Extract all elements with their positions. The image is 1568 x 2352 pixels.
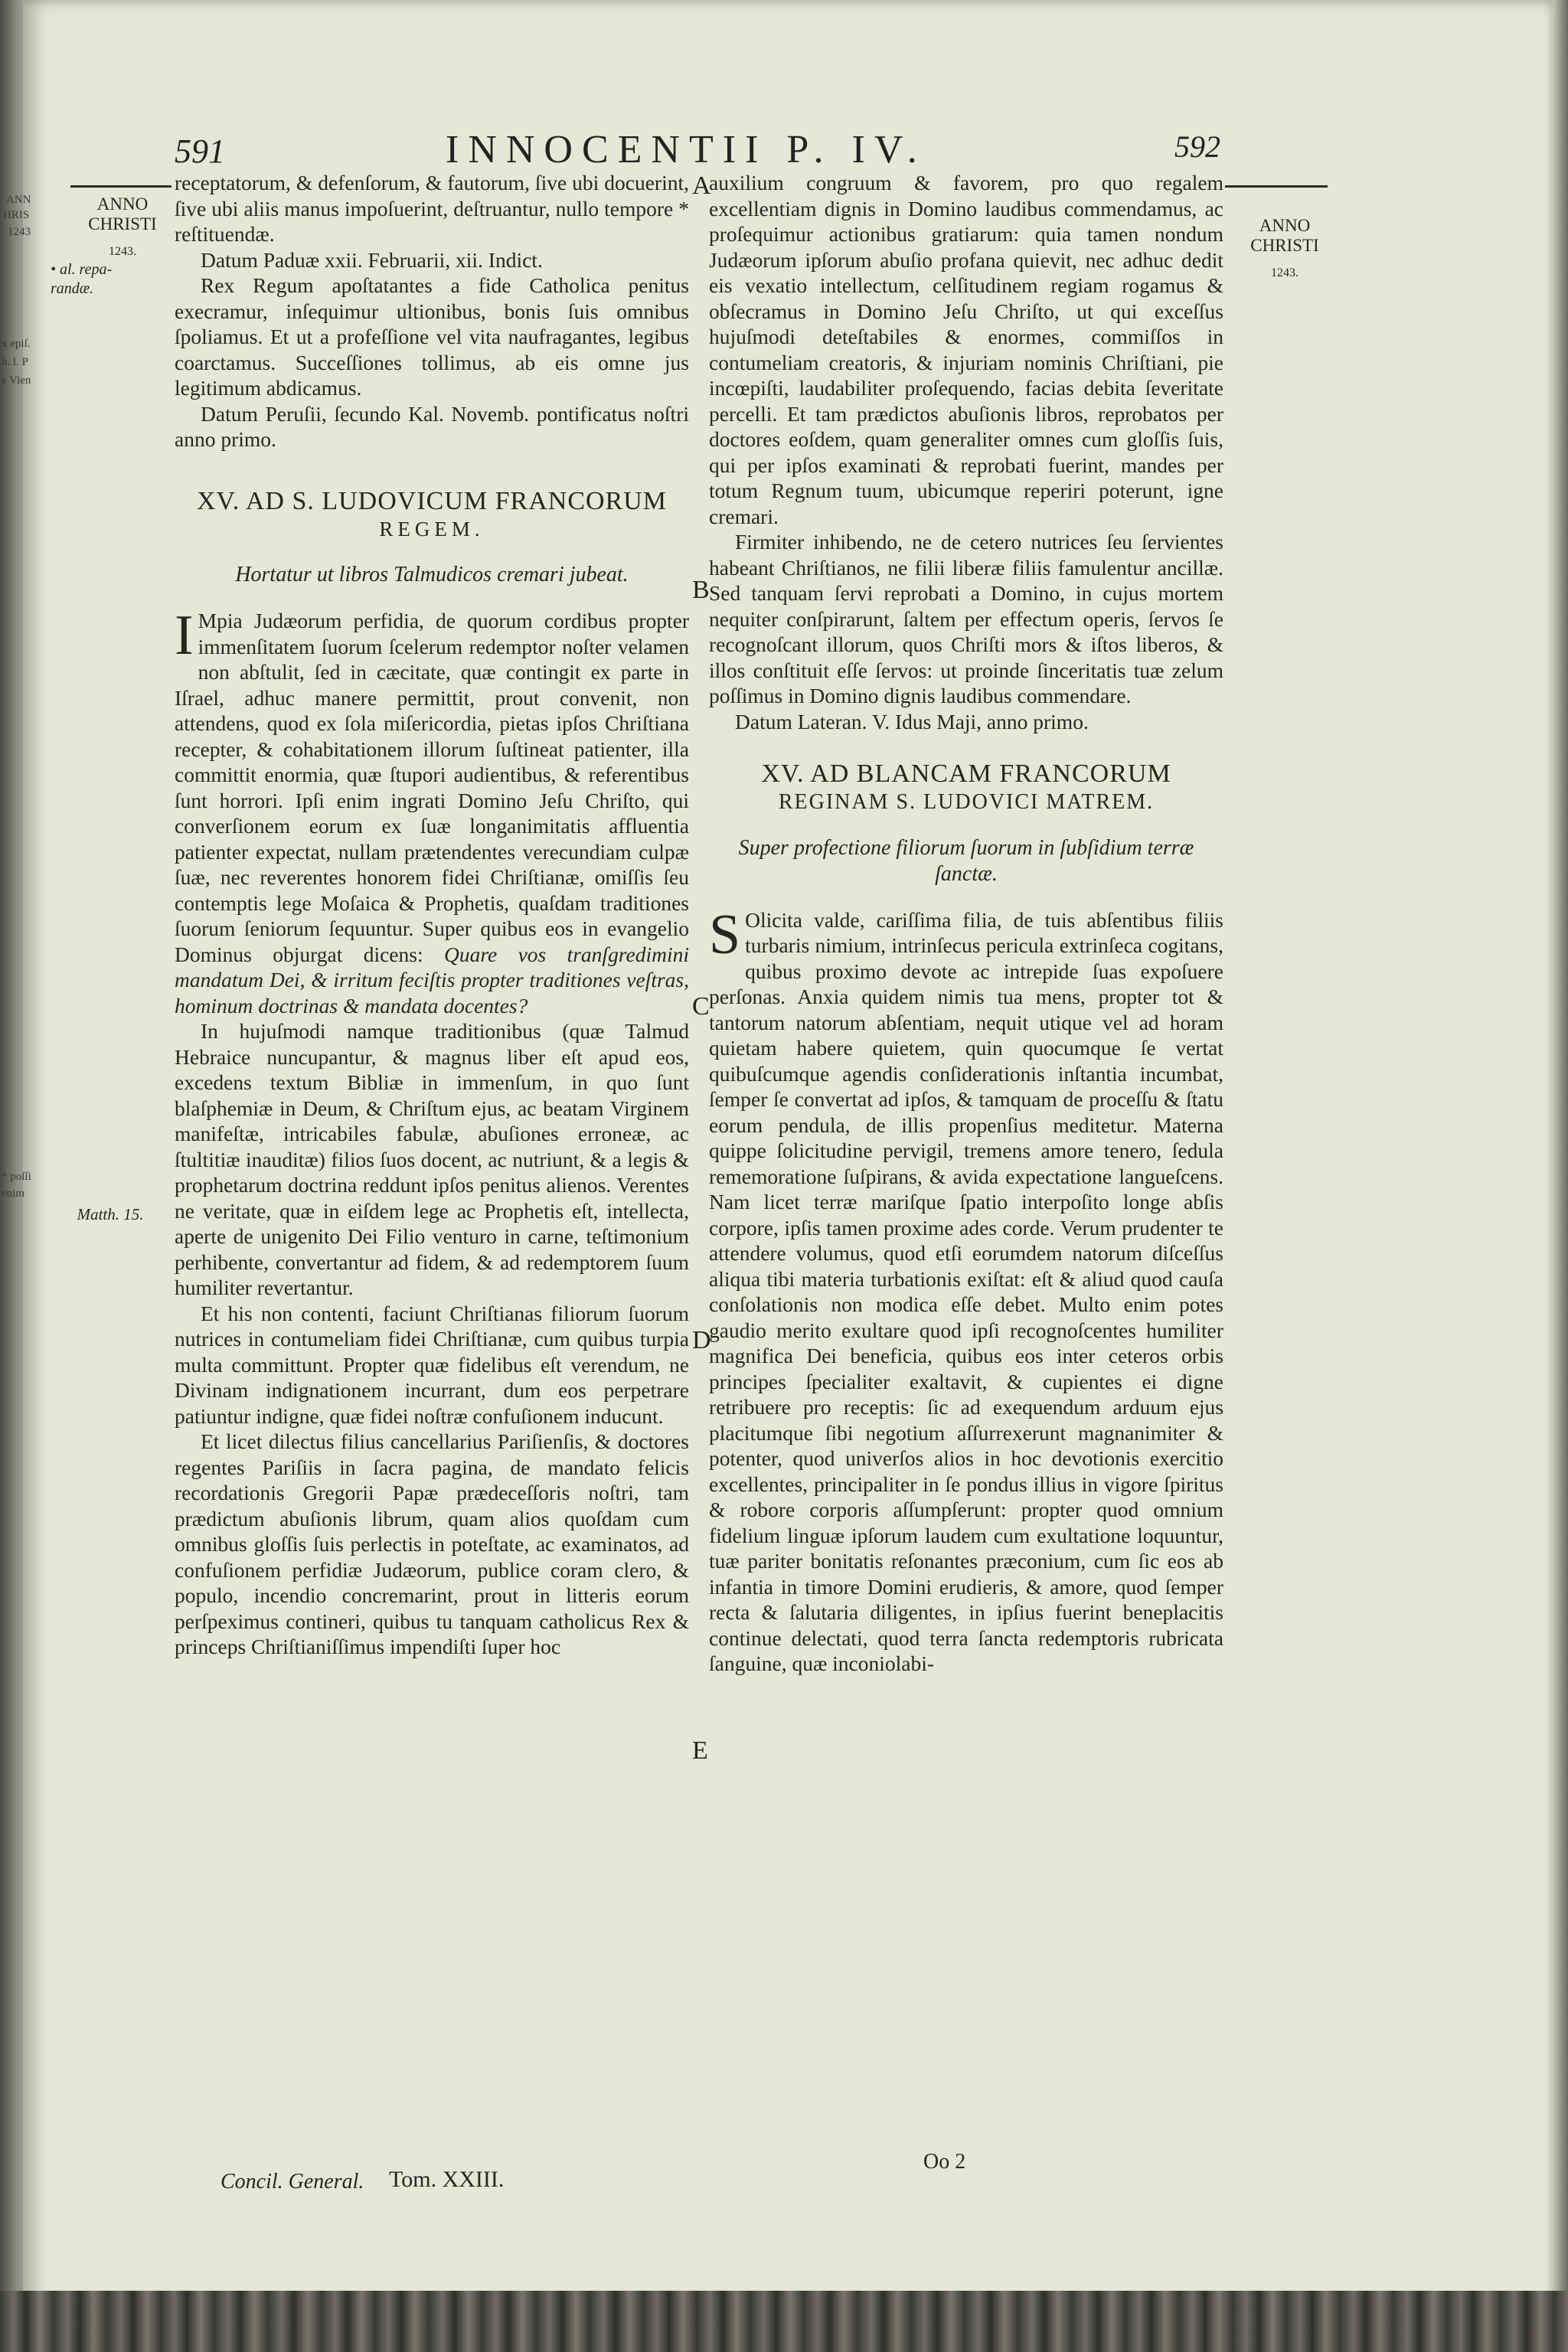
letter-heading-sub: REGINAM S. LUDOVICI MATREM. [778, 790, 1155, 814]
section-marker-b: B [692, 576, 710, 604]
prev-page-fragment: e Vien [2, 374, 31, 387]
section-marker-c: C [692, 992, 710, 1021]
letter-heading: XV. AD S. LUDOVICUM FRANCORUM [196, 486, 668, 515]
paragraph: In hujuſmodi namque traditionibus (quæ Talmud Hebraice nuncupantur, & magnus liber eſt apud eos, excedens textum Bibliæ in immenſum, in quo ſunt blaſphemiæ in Deum, & Chriſtum ejus, ac beatam Virginem manifeſtæ, intricabiles fabulæ, abuſiones erroneæ, ac ſtultitiæ inauditæ) filios ſuos docent, ac nutriunt, & a legis & prophetarum doctrina reddunt ipſos penitus alienos. Verentes ne veritate, quæ in eiſdem lege ac Prophetis eſt, intellecta, aperte de unigenito Dei Filio venturo in carne, teſtimonium perhibente, convertantur ad fidem, & ad redemptorem ſuum humiliter revertantur. [175, 1019, 689, 1299]
margin-rule-right [1225, 185, 1328, 188]
margin-year-right: 1243. [1271, 266, 1298, 279]
paragraph: auxilium congruum & favorem, pro quo regalem excellentiam dignis in Domino laudibus commendamus, ac proſequimur actionibus gratiarum: quia tamen nondum Judæorum ipſorum abuſio profana quievit, nec adhuc dedit eis vexatio intellectum, celſitudinem regiam rogamus & obſecramus in Domino Jeſu Chriſto, ut qui exceſſus hujuſmodi deteſtabiles & enormes, commiſſos in contumeliam creatoris, & injuriam nominis Chriſtiani, pie incœpiſti, laudabiliter proſequendo, facias debita ſeveritate percelli. Et tam prædictos abuſionis libros, reprobatos per doctores eoſdem, quam generaliter omnes cum gloſſis ſuis, qui per ipſos examinati & reprobati fuerint, mandes per totum Regnum tuum, ubicumque reperiri poterunt, igne cremari. [709, 171, 1223, 528]
paragraph: Firmiter inhibendo, ne de cetero nutrices ſeu ſervientes habeant Chriſtianos, ne filii liberæ filiis famulentur ancillæ. Sed tanquam ſervi reprobati a Domino, in cujus mortem nequiter conſpirarunt, ſaltem per effectum operis, ſervos ſe recognoſcant illorum, quos Chriſti mors & iſtos liberos, & illos conſtituit eſſe ſervos: ut proinde ſinceritatis tuæ zelum poſſimus in Domino dignis laudibus commendare. [709, 530, 1223, 707]
scripture-quote: Quare vos tranſgredimini mandatum Dei, & irritum feciſtis propter traditiones veſtras, hominum doctrinas & mandata docentes? [175, 942, 689, 1018]
scripture-reference: Matth. 15. [77, 1205, 144, 1223]
margin-christi-label-right: CHRISTI [1250, 236, 1319, 255]
drop-cap: I [175, 604, 194, 667]
prev-page-fragment: h. l. P [2, 356, 29, 368]
signature-mark-right: Oo 2 [923, 2150, 966, 2174]
paragraph: Et licet dilectus filius cancellarius Pariſienſis, & doctores regentes Pariſiis in ſacra pagina, de mandato felicis recordationis Gregorii Papæ prædeceſſoris noſtri, tam prædictum abuſionis librum, quam alios quoſdam cum omnibus gloſſis ſuis perlectis in poteſtate, ac examinatos, ad confuſionem perfidiæ Judæorum, publice coram clero, & populo, incendio concremarint, prout in litteris eorum perſpeximus contineri, quibus tu tanquam catholicus Rex & princeps Chriſtianiſſimus impendiſti ſuper hoc [175, 1429, 689, 1658]
prev-page-fragment: 1243 [8, 226, 31, 238]
section-marker-e: E [692, 1736, 708, 1765]
margin-anno-label: ANNO [96, 194, 149, 214]
section-marker-d: D [692, 1326, 711, 1354]
right-column [709, 170, 1223, 1677]
margin-rule-left [70, 185, 172, 188]
prev-page-fragment: x epiſ. [2, 338, 31, 350]
margin-year: 1243. [109, 245, 136, 258]
letter-summary: Super profectione filiorum ſuorum in ſubſidium terræ ſanctæ. [738, 835, 1194, 886]
paragraph: receptatorum, & defenſorum, & fautorum, ſive ubi docuerint, ſive ubi aliis manus impoſuerint, deſtruantur, nullo tempore * reſtituendæ. [175, 171, 689, 246]
prev-page-fragment: HRIS [3, 209, 30, 221]
paragraph: S Olicita valde, cariſſima filia, de tuis abſentibus filiis turbaris nimium, intrinſecus pericula extrinſeca cogitans, quibus proximo devote ac intrepide ſuas expoſuere perſonas. Anxia quidem nimis tua mens, propter tot & tantorum natorum abſentiam, nequit utique vel ad horam quietam habere quietem, quin quocumque ſe vertat quibuſcumque agendis conſiderationis inſtantia incumbat, ſemper ſe convertat ad ipſos, & tamquam de proceſſu & ſtatu eorum pendula, de illis propenſius meditetur. Materna quippe ſolicitudine pervigil, tremens amore tenero, ſedula rememoratione ſuſpirans, & avida expectatione languеſcens. Nam licet terræ mariſque ſpatio interpoſito longe abſis corpore, ipſis tamen proxime ades corde. Verum prudenter te attendere volumus, quod etſi eorumdem natorum diſceſſus aliqua tibi materia turbationis exiſtat: eſt & aliud quod cauſa conſolationis non modica eſſe debet. Multo enim potes gaudio merito exultare quod ipſi recognoſcentes humiliter magnifica Dei beneficia, quibus eos inter ceteros orbis principes ſpecialiter exaltavit, & cupientes ei digne retribuere pro receptis: ſic ad exequendum arduum ejus placitumque ſibi negotium aſſurrexerunt magnanimiter & potenter, quod univerſos alios in hoc devotionis exercitio excellentes, principaliter in ſe pondus illius in vigore ſpiritus & robore corporis aſſumpſerunt: propter quod omnium fidelium linguæ ipſorum laudem cum exultatione loquuntur, tuæ pariter bonitatis reſonantes præconium, cum ſic eos ab infantia in timore Domini erudieris, & amore, quod ſemper recta & ſalutaria diligentes, in ipſius fuerint beneplacitis continue delectati, quod terra ſancta redemptoris rubricata ſanguine, quæ inconiolabi- [709, 903, 1223, 1675]
datum-line: Datum Paduæ xxii. Februarii, xii. Indict. [201, 247, 543, 272]
prev-page-fragment: * poſſi [2, 1171, 31, 1183]
paragraph: Et his non contenti, faciunt Chriſtianas filiorum ſuorum nutrices in contumeliam fidei Chriſtianæ, cum quibus turpia multa committunt. Propter quæ fidelibus eſt verendum, ne Divinam indignationem incurrant, dum eos perpetrare patiuntur indigne, quæ fidei noſtræ confuſionem inducunt. [175, 1301, 689, 1428]
letter-summary: Hortatur ut libros Talmudicos cremari jubeat. [235, 563, 629, 586]
section-marker-a: A [692, 172, 711, 200]
letter-heading-sub: REGEM. [379, 517, 485, 541]
letter-heading: XV. AD BLANCAM FRANCORUM [761, 760, 1171, 788]
volume-mark: Tom. XXIII. [389, 2167, 505, 2192]
scanner-background [0, 2291, 1568, 2352]
page-number-left: 591 [175, 132, 225, 170]
page-edge [1553, 0, 1568, 2352]
prev-page-fragment: ANN [6, 194, 31, 206]
page-number-right: 592 [1174, 129, 1220, 164]
drop-cap: S [709, 903, 741, 966]
signature-mark-left: Concil. General. [220, 2170, 364, 2194]
paragraph: I Mpia Judæorum perfidia, de quorum cordibus propter immenſitatem ſuorum ſcelerum redemptor noſter velamen non abſtulit, ſed in cæcitate, quæ contingit ex parte in Iſrael, adhuc manere permittit, prout convenit, non attendens, quod ex ſola miſericordia, pietas ipſos Chriſtiana recepter, & cohabitationem illorum ſuſtineat patienter, illa committit enormia, quæ ſtupori audientibus, & referentibus ſunt horrori. Ipſi enim ingrati Domino Jeſu Chriſto, qui converſionem eorum ex ſuæ longanimitatis affluentia patienter expectat, nullam prætendentes verecundiam culpæ ſuæ, nec reverentes honorem fidei Chriſtianæ, omiſſis ſeu contemptis lege Moſaica & Prophetis, quaſdam traditiones ſuorum ſeniorum ſequuntur. Super quibus eos in evangelio Dominus objurgat dicens: Quare vos tranſgredimini mandatum Dei, & irritum feciſtis propter traditiones veſtras, hominum doctrinas & mandata docentes? [175, 604, 689, 1018]
margin-christi-label: CHRISTI [88, 214, 157, 234]
datum-line: Datum Lateran. V. Idus Maji, anno primo. [735, 709, 1089, 733]
variant-reading-note: • al. repa-randæ. [51, 261, 113, 297]
datum-line: Datum Peruſii, ſecundo Kal. Novemb. pontificatus noſtri anno primo. [175, 401, 689, 451]
running-title: INNOCENTII P. IV. [446, 128, 926, 172]
paragraph: Rex Regum apoſtatantes a fide Catholica penitus execramur, inſequimur ultionibus, bonis ſuis omnibus ſpoliamus. Et ut a profeſſione vel vita naufragantes, legibus coarctamus. Succeſſiones tollimus, ab eis omne jus legitimum abdicamus. [175, 273, 689, 400]
margin-anno-label-right: ANNO [1259, 216, 1311, 235]
left-column [175, 170, 689, 1660]
prev-page-fragment: enim [2, 1187, 24, 1200]
